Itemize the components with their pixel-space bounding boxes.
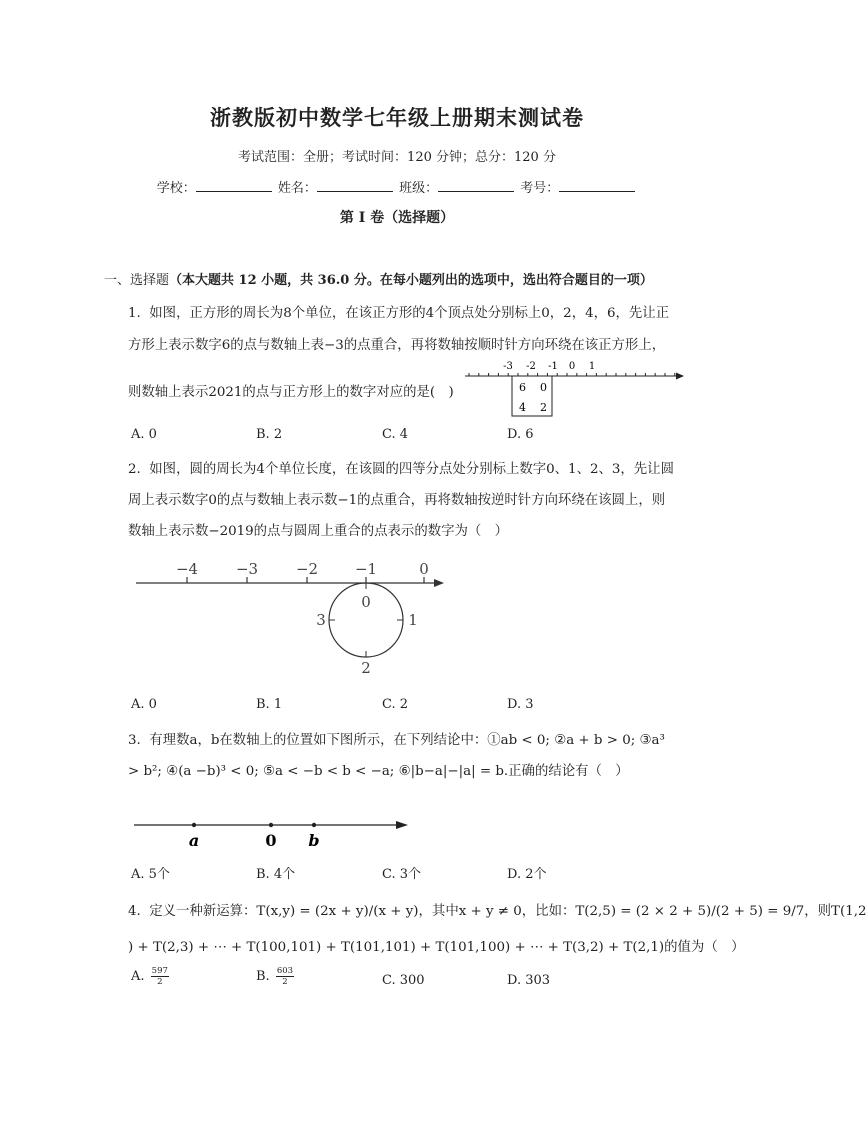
q1-square-label: 2 [540,401,547,414]
q4-number: 4. [128,904,141,919]
q4-option-b-fraction [276,966,294,987]
q2-option-b[interactable]: B. 1 [256,697,283,712]
q1-line-1 [128,302,669,321]
q4-option-c-letter: C. [382,973,396,988]
q3-text: 有理数a，b在数轴上的位置如下图所示，在下列结论中：①ab < 0; ②a + b > 0; ③a³ [149,733,665,748]
q3-point-b [312,823,316,827]
q3-option-d[interactable]: D. 2个 [507,867,547,882]
q4-option-d[interactable] [507,973,550,988]
q1-tick-label: 0 [568,361,576,372]
fraction-numerator: 597 [151,966,168,976]
q4-option-d-letter: D. [507,973,522,988]
fraction-denominator: 2 [282,977,288,987]
q1-number: 1. [128,306,141,321]
fraction-denominator: 2 [157,977,163,987]
q3-number: 3. [128,733,141,748]
q4-option-b-letter: B. [256,969,270,984]
q1-option-b[interactable]: B. 2 [256,427,283,442]
q2-tick-label: −2 [295,560,319,578]
section-note: （本大题共 12 小题，共 36.0 分。在每小题列出的选项中，选出符合题目的一项） [169,273,653,288]
page-title: 浙教版初中数学七年级上册期末测试卷 [210,105,584,130]
id-blank[interactable] [559,179,635,192]
q1-square-label: 4 [519,401,526,414]
section-label: 一、选择题 [104,273,170,288]
q1-line-2: 方形上表示数字6的点与数轴上表−3的点重合，再将数轴按顺时针方向环绕在该正方形上， [128,338,666,353]
q2-text: 如图，圆的周长为4个单位长度，在该圆的四等分点处分别标上数字0、1、2、3，先让圆 [149,462,674,477]
q1-text: 如图，正方形的周长为8个单位，在该正方形的4个顶点处分别标上0，2，4，6，先让正 [149,306,670,321]
q1-tick-label: -3 [503,361,513,372]
q3-point-a [192,823,196,827]
q2-tick-label: −4 [175,560,199,578]
q2-option-c[interactable]: C. 2 [382,697,409,712]
q3-point-0 [269,823,273,827]
q1-tick-label: 1 [588,361,596,372]
q2-line-1 [128,458,674,477]
q3-label-0: 0 [265,831,277,850]
q1-option-d[interactable]: D. 6 [507,427,534,442]
q1-figure [460,355,690,420]
q4-text: 定义一种新运算：T(x,y) = (2x + y)/(x + y)，其中x + y ≠ 0，比如：T(2,5) = (2 × 2 + 5)/(2 + 5) = 9/7，则T(1,2 [149,904,867,919]
student-fields [0,177,794,196]
q1-line-3: 则数轴上表示2021的点与正方形上的数字对应的是( ) [128,385,454,400]
q3-figure [130,812,415,854]
q2-line-3: 数轴上表示数−2019的点与圆周上重合的点表示的数字为（ ） [128,524,509,539]
q2-circle-label: 1 [408,611,418,629]
q2-circle-label: 2 [361,659,371,677]
q3-option-c[interactable]: C. 3个 [382,867,422,882]
volume-heading: 第 I 卷（选择题） [339,210,455,226]
q1-arrow [676,373,684,380]
q2-number: 2. [128,462,141,477]
q4-option-a[interactable] [131,966,171,987]
q4-option-b[interactable] [256,966,296,987]
q1-option-a[interactable]: A. 0 [131,427,157,442]
q2-tick-label: −3 [235,560,259,578]
q2-option-d[interactable]: D. 3 [507,697,534,712]
q4-line-1 [128,900,867,919]
q4-option-a-letter: A. [131,969,145,984]
q2-arrow [434,579,444,587]
q2-option-a[interactable]: A. 0 [131,697,157,712]
q1-tick-label: -2 [526,361,536,372]
q4-option-d-value: 303 [525,973,551,988]
q3-label-a: a [188,831,200,850]
q2-line-2: 周上表示数字0的点与数轴上表示数−1的点重合，再将数轴按逆时针方向环绕在该圆上，则 [128,493,666,508]
q4-line-2: ) + T(2,3) + ⋯ + T(100,101) + T(101,101) + T(101,100) + ⋯ + T(3,2) + T(2,1)的值为（ ） [128,940,745,955]
q1-tick-label: -1 [548,361,558,372]
q3-option-a[interactable]: A. 5个 [131,867,170,882]
q3-label-b: b [308,831,320,850]
exam-info: 考试范围：全册；考试时间：120 分钟；总分：120 分 [238,150,556,165]
field-school-label: 学校： [156,181,196,196]
q4-option-c-value: 300 [399,973,425,988]
q2-circle-label: 3 [316,611,326,629]
field-class-label: 班级： [399,181,439,196]
name-blank[interactable] [317,179,393,192]
q2-circle-label: 0 [361,593,371,611]
class-blank[interactable] [438,179,514,192]
q4-option-a-fraction [151,966,169,987]
q2-tick-label: −1 [354,560,378,578]
section-heading [104,269,653,288]
q1-square-label: 0 [540,381,547,394]
school-blank[interactable] [196,179,272,192]
q3-arrow [396,821,408,829]
q2-figure [134,555,454,680]
field-name-label: 姓名： [277,181,317,196]
q1-option-c[interactable]: C. 4 [382,427,409,442]
fraction-numerator: 603 [276,966,294,976]
q2-tick-label: 0 [419,560,429,578]
q3-line-1 [128,729,665,748]
field-id-label: 考号： [520,181,560,196]
q3-line-2: > b²; ④(a −b)³ < 0; ⑤a < −b < b < −a; ⑥|b−a|−|a| = b.正确的结论有（ ） [128,764,629,779]
q3-option-b[interactable]: B. 4个 [256,867,296,882]
q4-option-c[interactable] [382,973,425,988]
q1-square-label: 6 [519,381,526,394]
